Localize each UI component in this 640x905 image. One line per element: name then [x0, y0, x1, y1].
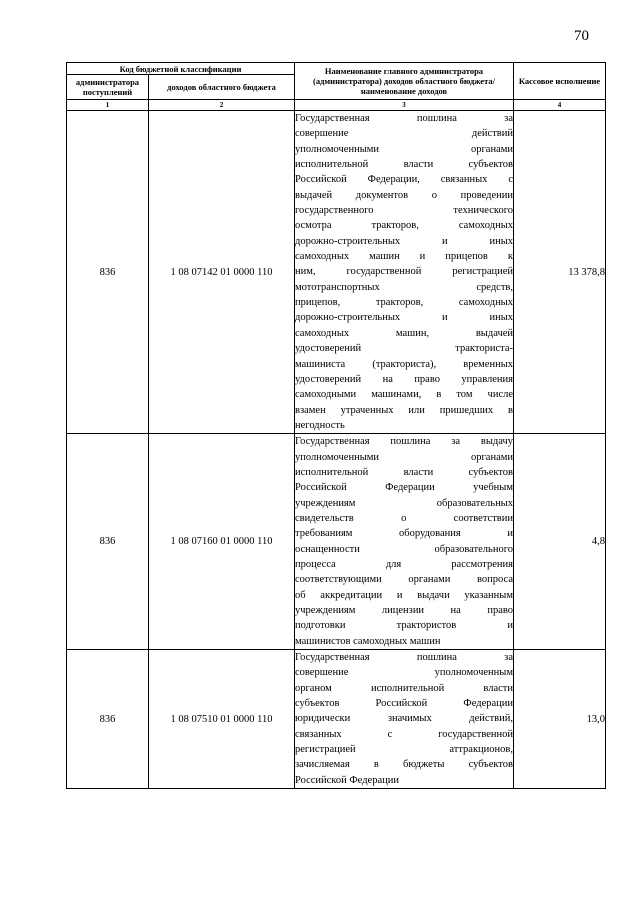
description-line: подготовки трактористов и: [295, 620, 513, 632]
description-line: учреждениям лицензии на право: [295, 605, 513, 616]
admin-code-cell: 836: [67, 111, 149, 434]
description-line: учреждениям образовательных: [295, 497, 513, 509]
description-line: соответствующими органами вопроса: [295, 574, 513, 586]
description-line: уполномоченными органами: [295, 143, 513, 155]
description-line: дорожно-строительных и иных: [295, 312, 513, 324]
description-line: ним, государственной регистрацией: [295, 266, 513, 278]
admin-code-cell: 836: [67, 434, 149, 650]
column-number-1: 1: [67, 100, 149, 111]
description-line: негодность: [295, 419, 345, 431]
description-line: совершение уполномоченным: [295, 667, 513, 679]
description-line: юридически значимых действий,: [295, 713, 513, 725]
description-line: самоходных машин, выдачей: [295, 327, 513, 339]
description-line: исполнительной власти субъектов: [295, 466, 513, 478]
description-line: удостоверений тракториста-: [295, 343, 513, 355]
description-line: совершение действий: [295, 128, 513, 140]
admin-code-cell: 836: [67, 650, 149, 789]
header-income: доходов областного бюджета: [149, 75, 295, 100]
description-line: дорожно-строительных и иных: [295, 235, 513, 247]
description-line: Российской Федерации учебным: [295, 482, 513, 494]
income-code-cell: 1 08 07142 01 0000 110: [149, 111, 295, 434]
description-line: уполномоченными органами: [295, 451, 513, 463]
table-body: [67, 111, 606, 789]
table-row: [67, 434, 606, 650]
description-line: Государственная пошлина за: [295, 652, 513, 664]
cash-execution-cell: 13 378,8: [514, 111, 606, 434]
description-line: мототранспортных средств,: [295, 281, 513, 293]
column-number-4: 4: [514, 100, 606, 111]
income-description-cell: [295, 434, 514, 650]
description-line: машинистов самоходных машин: [295, 635, 441, 647]
description-line: прицепов, тракторов, самоходных: [295, 297, 513, 309]
table-row: [67, 111, 606, 434]
description-line: взамен утраченных или пришедших в: [295, 404, 513, 416]
income-description-cell: [295, 111, 514, 434]
description-line: машиниста (тракториста), временных: [295, 358, 513, 370]
column-number-2: 2: [149, 100, 295, 111]
description-line: удостоверений на право управления: [295, 373, 513, 385]
header-admin: администратора поступлений: [67, 75, 149, 100]
description-line: выдачей документов о проведении: [295, 189, 513, 201]
description-line: органом исполнительной власти: [295, 682, 513, 694]
description-line: Российской Федерации, связанных с: [295, 174, 513, 186]
description-line: осмотра тракторов, самоходных: [295, 220, 513, 232]
income-description-cell: [295, 650, 514, 789]
description-line: об аккредитации и выдачи указанным: [295, 589, 513, 601]
description-line: Государственная пошлина за выдачу: [295, 436, 513, 448]
income-code-cell: 1 08 07510 01 0000 110: [149, 650, 295, 789]
cash-execution-cell: 13,0: [514, 650, 606, 789]
cash-execution-cell: 4,8: [514, 434, 606, 650]
description-line: Государственная пошлина за: [295, 113, 513, 124]
header-code-group: Код бюджетной классификации: [67, 63, 295, 75]
description-line: самоходных машин и прицепов к: [295, 251, 513, 263]
column-number-3: 3: [295, 100, 514, 111]
header-name: Наименование главного администратора (администратора) доходов областного бюджета/ наименование доходов: [295, 63, 514, 100]
description-line: регистрацией аттракционов,: [295, 744, 513, 756]
page-number: 70: [574, 28, 589, 44]
description-line: требованиям оборудования и: [295, 528, 513, 540]
income-code-cell: 1 08 07160 01 0000 110: [149, 434, 295, 650]
budget-table: [66, 62, 606, 789]
description-line: Российской Федерации: [295, 774, 399, 786]
description-line: субъектов Российской Федерации: [295, 698, 513, 710]
description-line: процесса для рассмотрения: [295, 558, 513, 570]
description-line: исполнительной власти субъектов: [295, 159, 513, 171]
description-line: зачисляемая в бюджеты субъектов: [295, 759, 513, 771]
description-line: государственного технического: [295, 205, 513, 217]
header-cash: Кассовое исполнение: [514, 63, 606, 100]
description-line: свидетельств о соответствии: [295, 512, 513, 524]
description-line: оснащенности образовательного: [295, 543, 513, 555]
description-line: самоходными машинами, в том числе: [295, 389, 513, 401]
description-line: связанных с государственной: [295, 728, 513, 740]
table-row: [67, 650, 606, 789]
